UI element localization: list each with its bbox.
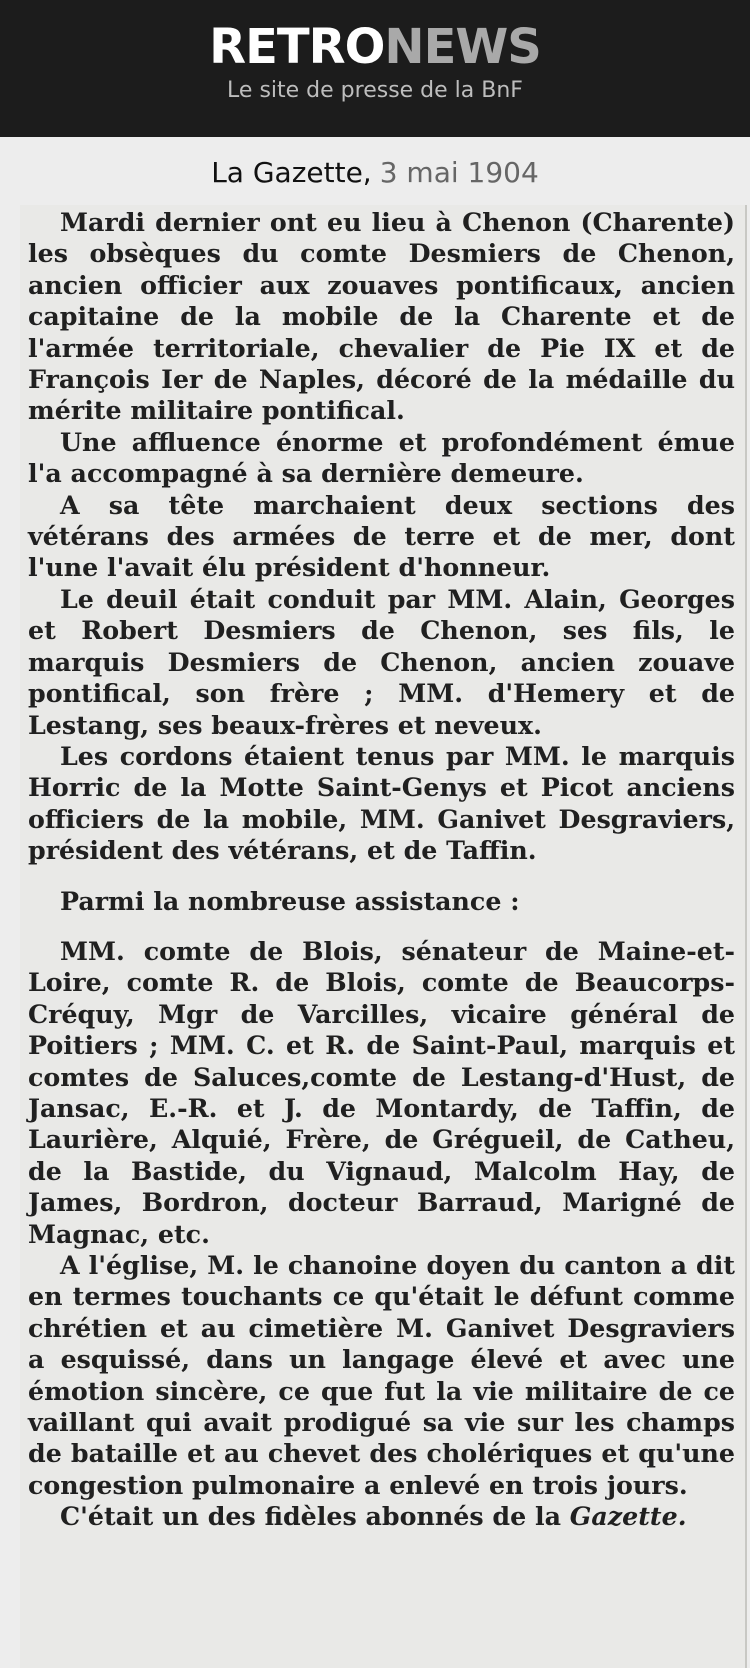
article-paragraph: Une affluence énorme et profondément émue l'a accompagné à sa dernière demeure. — [28, 426, 735, 489]
retronews-logo[interactable] — [209, 19, 541, 75]
closing-paper-name: Gazette. — [569, 1501, 687, 1532]
article-paragraph: MM. comte de Blois, sénateur de Maine-et-Loire, comte R. de Blois, comte de Beaucorps-Créquy, Mgr de Varcilles, vicaire général de Poitiers ; MM. C. et R. de Saint-Paul, marquis et comtes de Saluces,comte de Lestang-d'Hust, de Jansac, E.-R. et J. de Montardy, de Taffin, de Laurière, Alquié, Frère, de Grégueil, de Catheu, de la Bastide, du Vignaud, Malcolm Hay, de James, Bordron, docteur Barraud, Marigné de Magnac, etc. — [28, 935, 735, 1249]
closing-text: C'était un des fidèles abonnés de la — [60, 1501, 570, 1532]
site-header — [0, 0, 750, 137]
site-tagline: Le site de presse de la BnF — [227, 78, 523, 103]
newspaper-name: La Gazette, — [211, 155, 372, 189]
article-paragraph: Les cordons étaient tenus par MM. le marquis Horric de la Motte Saint-Genys et Picot anciens officiers de la mobile, MM. Ganivet Desgraviers, président des vétérans, et de Taffin. — [28, 740, 735, 866]
logo-retro: RETRO — [209, 19, 385, 75]
article-dateline — [0, 137, 750, 207]
article-paragraph: A l'église, M. le chanoine doyen du canton a dit en termes touchants ce qu'était le défunt comme chrétien et au cimetière M. Ganivet Desgraviers a esquissé, dans un langage élevé et avec une émotion sincère, ce que fut la vie militaire de ce vaillant qui avait prodigué sa vie sur les champs de bataille et au chevet des cholériques et qu'une congestion pulmonaire a enlevé en trois jours. — [28, 1250, 735, 1500]
article-closing — [28, 1501, 735, 1532]
newspaper-clipping — [20, 205, 747, 1668]
article-paragraph: A sa tête marchaient deux sections des vétérans des armées de terre et de mer, dont l'une l'avait élu président d'honneur. — [28, 489, 735, 583]
publication-date: 3 mai 1904 — [379, 155, 539, 189]
logo-news: NEWS — [384, 19, 541, 75]
article-body — [20, 205, 745, 1533]
article-paragraph: Mardi dernier ont eu lieu à Chenon (Charente) les obsèques du comte Desmiers de Chenon, ancien officier aux zouaves pontificaux, ancien capitaine de la mobile de la Charente et de l'armée territoriale, chevalier de Pie IX et de François Ier de Naples, décoré de la médaille du mérite militaire pontifical. — [28, 207, 735, 426]
article-paragraph: Parmi la nombreuse assistance : — [60, 885, 520, 916]
article-paragraph: Le deuil était conduit par MM. Alain, Georges et Robert Desmiers de Chenon, ses fils, le marquis Desmiers de Chenon, ancien zouave pontifical, son frère ; MM. d'Hemery et de Lestang, ses beaux-frères et neveux. — [28, 583, 735, 740]
